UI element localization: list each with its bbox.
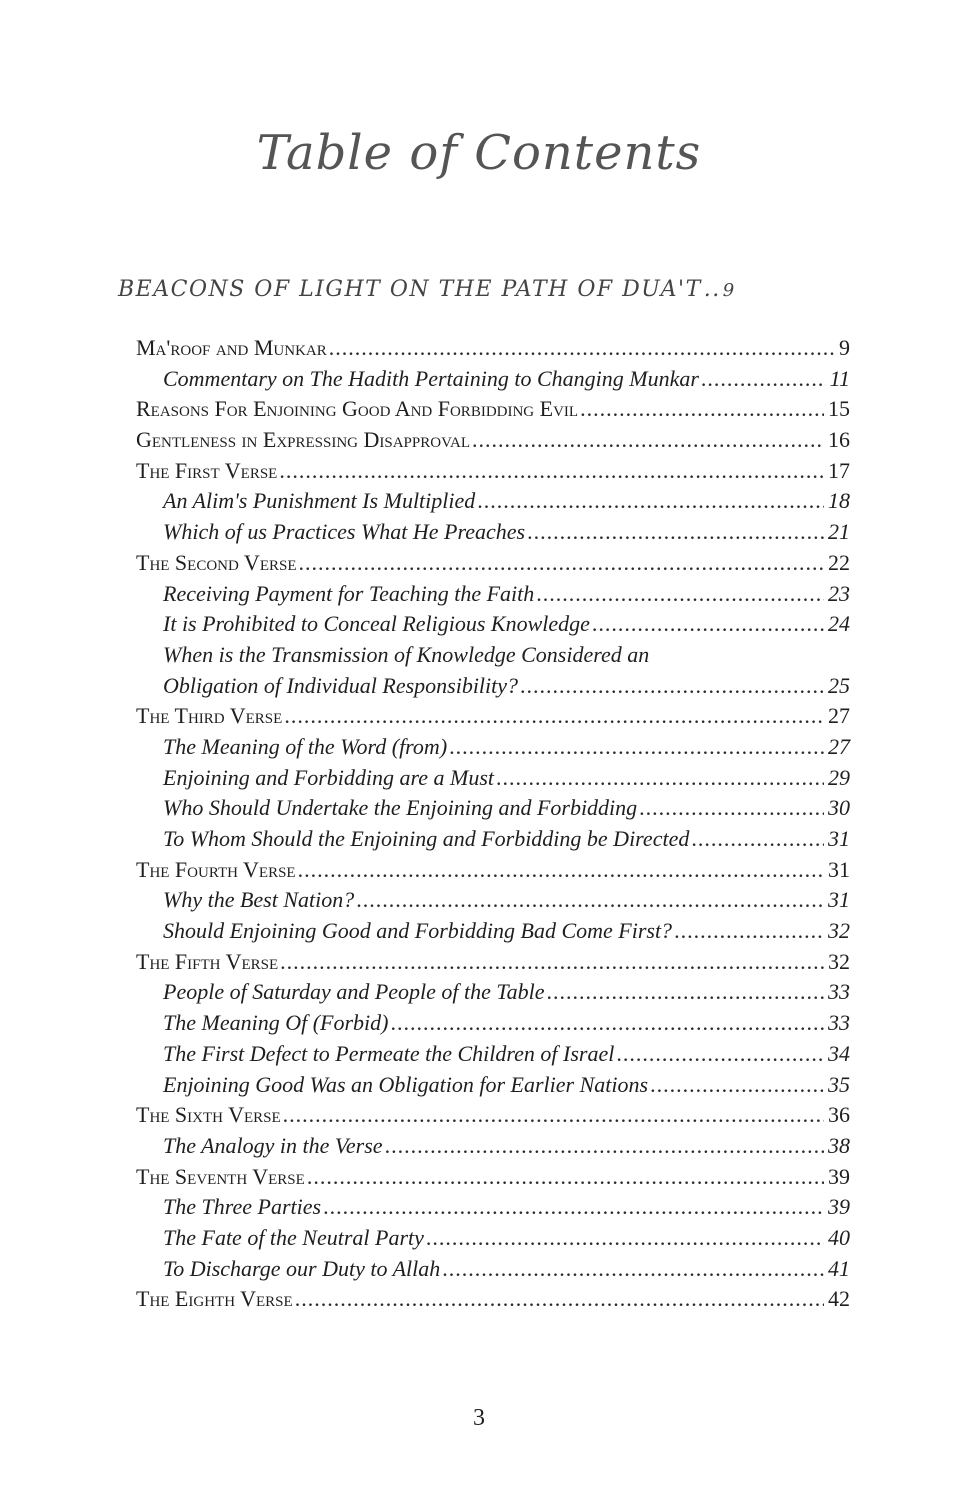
toc-entry-title: The Analogy in the Verse [163, 1132, 383, 1158]
toc-entry-page: 36 [828, 1102, 850, 1128]
toc-entry-page: 27 [828, 703, 850, 729]
toc-dot-leader [385, 1131, 824, 1162]
toc-dot-leader [356, 885, 824, 916]
toc-entry[interactable] [136, 394, 850, 425]
toc-entry[interactable] [136, 486, 850, 517]
toc-entry-page: 30 [828, 795, 850, 821]
toc-dot-leader [496, 763, 824, 794]
toc-entry-page: 18 [828, 488, 850, 514]
toc-entry-title: Enjoining and Forbidding are a Must [163, 764, 495, 790]
toc-entry-title: To Discharge our Duty to Allah [163, 1255, 441, 1281]
toc-entry-title: The Three Parties [163, 1194, 322, 1220]
toc-entry[interactable] [136, 609, 850, 640]
toc-dot-leader [691, 824, 824, 855]
toc-dot-leader [639, 793, 824, 824]
toc-entry[interactable] [136, 1223, 850, 1254]
toc-entry-title: The First Defect to Permeate the Children of Israel [163, 1040, 615, 1066]
toc-entry-title: Obligation of Individual Responsibility? [163, 672, 519, 698]
toc-entry-title: People of Saturday and People of the Table [163, 979, 545, 1005]
toc-entry-page: 35 [828, 1071, 850, 1097]
toc-entry-page: 29 [828, 764, 850, 790]
toc-dot-leader [472, 425, 824, 456]
toc-dot-leader [426, 1223, 824, 1254]
toc-entry-page: 41 [828, 1255, 850, 1281]
toc-entry-page: 42 [828, 1286, 850, 1312]
toc-entry[interactable] [136, 824, 850, 855]
toc-dot-leader [477, 486, 824, 517]
toc-dot-leader [536, 579, 824, 610]
toc-entry-page: 16 [828, 427, 850, 453]
toc-entry[interactable] [136, 1162, 850, 1193]
toc-entry-title: The Second Verse [136, 549, 297, 575]
toc-entry-title: The Fate of the Neutral Party [163, 1224, 424, 1250]
toc-entry-page: 31 [828, 826, 850, 851]
toc-entry[interactable] [136, 548, 850, 579]
toc-entry[interactable] [136, 456, 850, 487]
toc-entry[interactable] [136, 579, 850, 610]
toc-entry-page: 24 [828, 611, 850, 637]
toc-dot-leader [580, 394, 824, 425]
toc-dot-leader [449, 732, 824, 763]
toc-dot-leader [520, 671, 824, 702]
page-number: 3 [473, 1405, 485, 1431]
toc-dot-leader [616, 1039, 824, 1070]
toc-entry[interactable] [136, 1284, 850, 1315]
toc-entry[interactable] [136, 1008, 850, 1039]
toc-entry-title: To Whom Should the Enjoining and Forbidding be Directed [163, 826, 690, 851]
toc-entry-page: 27 [828, 733, 850, 759]
section-heading-leader: .. [703, 277, 721, 302]
toc-entry-page: 15 [828, 396, 850, 422]
toc-dot-leader [280, 947, 824, 978]
toc-entry-page: 11 [829, 365, 850, 391]
toc-entry-page: 22 [828, 549, 850, 575]
toc-entry[interactable] [136, 1100, 850, 1131]
toc-entry-page: 32 [828, 948, 850, 974]
toc-entry-title: Which of us Practices What He Preaches [163, 519, 526, 545]
toc-entry-title: It is Prohibited to Conceal Religious Knowledge [163, 611, 590, 637]
toc-entry-page: 17 [828, 457, 850, 483]
toc-entry[interactable] [136, 855, 850, 886]
toc-dot-leader [442, 1254, 824, 1285]
toc-dot-leader [307, 1162, 824, 1193]
toc-entry-title: The Fourth Verse [136, 856, 296, 882]
toc-entry[interactable] [136, 885, 850, 916]
toc-entry-title: The First Verse [136, 457, 278, 483]
toc-entry-title: Receiving Payment for Teaching the Faith [163, 580, 535, 606]
toc-entry-page: 39 [828, 1194, 850, 1220]
toc-entry[interactable] [136, 425, 850, 456]
toc-dot-leader [283, 1100, 824, 1131]
toc-entry-title: Who Should Undertake the Enjoining and Forbidding [163, 795, 638, 821]
toc-entry[interactable] [136, 364, 850, 395]
toc-entry[interactable] [136, 763, 850, 794]
toc-list [136, 333, 850, 1315]
toc-entry[interactable] [136, 1131, 850, 1162]
toc-entry[interactable] [136, 671, 850, 702]
toc-dot-leader [546, 977, 824, 1008]
toc-dot-leader [329, 333, 835, 364]
toc-entry-title: When is the Transmission of Knowledge Considered an [163, 641, 650, 667]
toc-entry[interactable] [136, 793, 850, 824]
toc-entry[interactable] [136, 333, 850, 364]
toc-entry-page: 32 [828, 918, 850, 944]
toc-entry-title: The Meaning of the Word (from) [163, 733, 448, 759]
toc-entry[interactable] [136, 1070, 850, 1101]
toc-dot-leader [298, 855, 824, 886]
toc-entry-title: The Seventh Verse [136, 1163, 305, 1189]
toc-entry[interactable] [136, 1192, 850, 1223]
toc-entry-title: Enjoining Good Was an Obligation for Earlier Nations [163, 1071, 649, 1097]
toc-entry-title: The Third Verse [136, 703, 283, 729]
toc-entry-title: Reasons For Enjoining Good And Forbidding Evil [136, 396, 579, 422]
section-heading-page: 9 [722, 280, 736, 301]
toc-entry-title: An Alim's Punishment Is Multiplied [163, 488, 476, 514]
toc-dot-leader [527, 517, 824, 548]
toc-entry-title: The Fifth Verse [136, 948, 279, 974]
toc-entry-title: The Meaning Of (Forbid) [163, 1010, 389, 1036]
toc-entry[interactable] [136, 947, 850, 978]
toc-entry[interactable] [136, 732, 850, 763]
toc-entry[interactable] [136, 1039, 850, 1070]
toc-dot-leader [390, 1008, 824, 1039]
toc-entry-title: Should Enjoining Good and Forbidding Bad Come First? [163, 918, 673, 944]
toc-entry-page: 34 [828, 1040, 850, 1066]
toc-entry-page: 40 [828, 1224, 850, 1250]
toc-entry[interactable] [136, 701, 850, 732]
toc-entry-page: 25 [828, 672, 850, 698]
toc-entry-title: Gentleness in Expressing Disapproval [136, 427, 470, 453]
toc-entry-title: Why the Best Nation? [163, 887, 355, 913]
toc-dot-leader [295, 1284, 824, 1315]
toc-entry-page: 9 [839, 335, 850, 360]
toc-entry-page: 31 [828, 887, 850, 913]
toc-dot-leader [299, 548, 825, 579]
section-heading [118, 277, 850, 302]
toc-entry-title: The Eighth Verse [136, 1286, 293, 1312]
toc-entry[interactable] [136, 977, 850, 1008]
toc-entry-page: 33 [828, 1010, 850, 1036]
toc-entry-page: 21 [828, 519, 850, 545]
toc-dot-leader [701, 364, 826, 395]
toc-entry-page: 39 [828, 1163, 850, 1189]
toc-dot-leader [650, 1070, 824, 1101]
toc-entry-page: 38 [828, 1132, 850, 1158]
toc-entry[interactable] [136, 640, 850, 671]
page-title: Table of Contents [256, 125, 702, 181]
toc-entry-title: Ma'roof and Munkar [136, 335, 327, 360]
section-heading-title: BEACONS OF LIGHT ON THE PATH OF DUA'T [118, 277, 702, 302]
toc-dot-leader [284, 701, 824, 732]
toc-entry-page: 23 [828, 580, 850, 606]
toc-entry[interactable] [136, 1254, 850, 1285]
toc-entry[interactable] [136, 517, 850, 548]
toc-entry-page: 31 [828, 856, 850, 882]
toc-dot-leader [323, 1192, 824, 1223]
toc-dot-leader [674, 916, 824, 947]
toc-dot-leader [592, 609, 824, 640]
toc-entry-page: 33 [828, 979, 850, 1005]
toc-entry-title: The Sixth Verse [136, 1102, 281, 1128]
toc-dot-leader [279, 456, 824, 487]
toc-entry-title: Commentary on The Hadith Pertaining to Changing Munkar [163, 365, 699, 391]
toc-entry[interactable] [136, 916, 850, 947]
